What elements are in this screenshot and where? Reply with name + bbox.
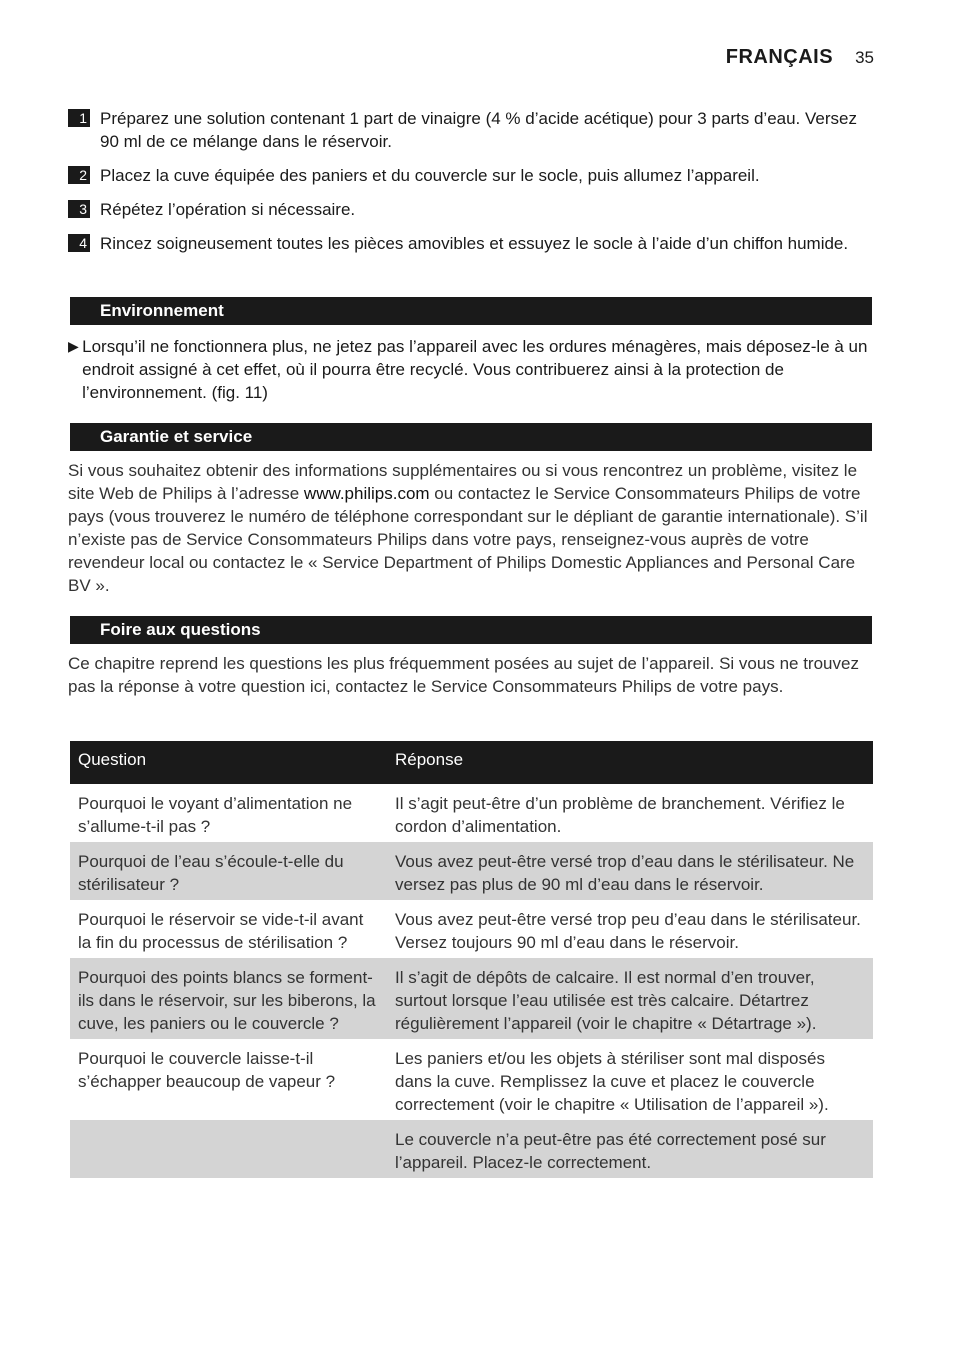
step-number: 1 — [68, 109, 90, 127]
question-cell: Pourquoi le réservoir se vide-t-il avant la fin du processus de stérilisation ? — [78, 910, 364, 952]
table-row — [70, 958, 873, 1039]
answer-cell: Il s’agit peut-être d’un problème de branchement. Vérifiez le cordon d’alimentation. — [395, 794, 845, 836]
table-row — [70, 784, 873, 842]
triangle-bullet-icon: ▶ — [68, 338, 79, 354]
question-cell — [70, 1120, 387, 1178]
question-cell: Pourquoi le voyant d’alimentation ne s’allume-t-il pas ? — [78, 794, 353, 836]
step-text: Rincez soigneusement toutes les pièces amovibles et essuyez le socle à l’aide d’un chiffon humide. — [100, 234, 849, 253]
step-item — [68, 198, 874, 221]
page-number: 35 — [855, 48, 874, 67]
step-number: 2 — [68, 166, 90, 184]
environment-text: Lorsqu’il ne fonctionnera plus, ne jetez pas l’appareil avec les ordures ménagères, mais déposez-le à un endroit assigné à cet effet, où il pourra être recyclé. Vous contribuerez ainsi à la protection de l’environnement. (fig. 11) — [82, 337, 868, 402]
step-item — [68, 232, 874, 255]
table-row — [70, 900, 873, 958]
answer-cell: Les paniers et/ou les objets à stériliser sont mal disposés dans la cuve. Remplissez la cuve et placez le couvercle correctement (voir le chapitre « Utilisation de l’appareil »). — [395, 1049, 829, 1114]
faq-heading: Foire aux questions — [70, 616, 872, 644]
answer-cell: Le couvercle n’a peut-être pas été correctement posé sur l’appareil. Placez-le correctement. — [387, 1120, 873, 1178]
faq-header-row — [70, 741, 873, 784]
question-cell: Pourquoi des points blancs se forment-ils dans le réservoir, sur les biberons, la cuve, les paniers ou le couvercle ? — [70, 958, 387, 1039]
table-row — [70, 1039, 873, 1120]
step-number: 3 — [68, 200, 90, 218]
question-cell: Pourquoi de l’eau s’écoule-t-elle du stérilisateur ? — [70, 842, 387, 900]
answer-cell: Vous avez peut-être versé trop peu d’eau dans le stérilisateur. Versez toujours 90 ml d’eau dans le réservoir. — [395, 910, 861, 952]
table-row — [70, 842, 873, 900]
step-text: Préparez une solution contenant 1 part de vinaigre (4 % d’acide acétique) pour 3 parts d’eau. Versez 90 ml de ce mélange dans le réservoir. — [100, 109, 857, 151]
answer-cell: Il s’agit de dépôts de calcaire. Il est normal d’en trouver, surtout lorsque l’eau utilisée est très calcaire. Détartrez régulièrement l’appareil (voir le chapitre « Détartrage »). — [387, 958, 873, 1039]
faq-intro: Ce chapitre reprend les questions les plus fréquemment posées au sujet de l’appareil. Si vous ne trouvez pas la réponse à votre question ici, contactez le Service Consommateurs Philips de votre pays. — [68, 654, 859, 696]
step-item — [68, 107, 874, 153]
environment-bullet — [68, 335, 874, 404]
question-column-header: Question — [70, 741, 387, 784]
answer-cell: Vous avez peut-être versé trop d’eau dans le stérilisateur. Ne versez pas plus de 90 ml d’eau dans le réservoir. — [387, 842, 873, 900]
step-text: Répétez l’opération si nécessaire. — [100, 200, 356, 219]
guarantee-heading: Garantie et service — [70, 423, 872, 451]
answer-column-header: Réponse — [387, 741, 873, 784]
table-row — [70, 1120, 873, 1178]
step-text: Placez la cuve équipée des paniers et du couvercle sur le socle, puis allumez l’appareil. — [100, 166, 760, 185]
guarantee-text-start: Si vous souhaitez obtenir des informations supplémentaires ou si vous rencontrez un problème, visitez le site Web de Philips à l’adresse — [68, 461, 858, 503]
environment-heading: Environnement — [70, 297, 872, 325]
guarantee-text-end: ou contactez le Service Consommateurs Philips de votre pays (vous trouverez le numéro de téléphone correspondant sur le dépliant de garantie internationale). S’il n’existe pas de Service Consommateurs Philips dans votre pays, renseignez-vous auprès de votre revendeur local ou contactez le « Service Department of Philips Domestic Appliances and Personal Care BV ». — [68, 484, 868, 595]
page-header — [726, 46, 874, 69]
faq-table — [70, 741, 873, 1178]
philips-website-link[interactable]: www.philips.com — [303, 484, 430, 503]
step-item — [68, 164, 874, 187]
descaling-steps — [68, 107, 874, 266]
guarantee-paragraph — [68, 459, 874, 597]
step-number: 4 — [68, 234, 90, 252]
language-label: FRANÇAIS — [725, 46, 834, 68]
question-cell: Pourquoi le couvercle laisse-t-il s’échapper beaucoup de vapeur ? — [78, 1049, 336, 1091]
